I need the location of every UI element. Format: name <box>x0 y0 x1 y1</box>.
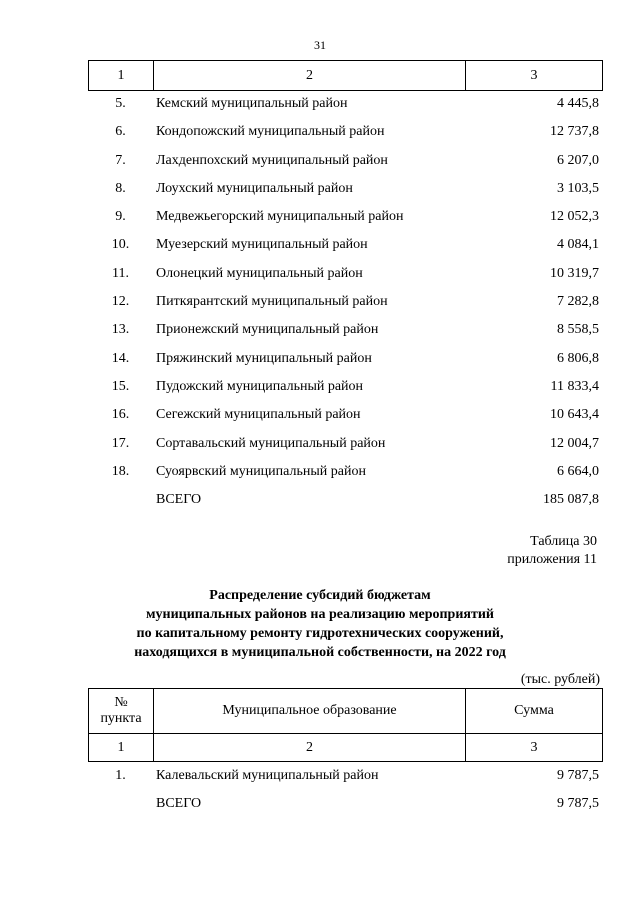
total-row <box>88 486 602 514</box>
table2-colnum-2: 2 <box>154 734 466 762</box>
row-number: 9. <box>115 209 126 225</box>
page-number: 31 <box>314 38 326 52</box>
table-row <box>88 345 602 373</box>
row-number: 10. <box>111 237 130 253</box>
municipality-name: Питкярантский муниципальный район <box>156 294 388 310</box>
municipality-name: Суоярвский муниципальный район <box>156 463 366 479</box>
table-row <box>88 401 602 429</box>
subsidy-amount: 6 207,0 <box>557 152 599 168</box>
municipality-name: Олонецкий муниципальный район <box>156 265 363 281</box>
table-row <box>88 430 602 458</box>
units-label: (тыс. рублей) <box>520 672 600 687</box>
table-row <box>88 316 602 344</box>
table-row <box>88 147 602 175</box>
total-label: ВСЕГО <box>156 796 202 812</box>
table-caption <box>507 533 597 569</box>
table-row <box>88 458 602 486</box>
row-number: 7. <box>115 152 126 168</box>
table2-colnum-3: 3 <box>466 734 603 762</box>
municipality-name: Сортавальский муниципальный район <box>156 435 386 451</box>
table2-body <box>88 762 602 819</box>
subsidy-amount: 11 833,4 <box>550 378 599 394</box>
table2-header-municipality: Муниципальное образование <box>154 689 466 734</box>
table2-title-line: по капитальному ремонту гидротехнических сооружений, <box>136 626 504 641</box>
subsidy-amount: 6 806,8 <box>557 350 599 366</box>
table-row <box>88 231 602 259</box>
municipality-name: Пряжинский муниципальный район <box>156 350 372 366</box>
subsidy-amount: 3 103,5 <box>557 180 599 196</box>
subsidy-amount: 12 004,7 <box>550 435 599 451</box>
row-number: 14. <box>111 350 130 366</box>
subsidy-amount: 6 664,0 <box>557 463 599 479</box>
table1-header-col2: 2 <box>154 61 466 91</box>
municipality-name: Лахденпохский муниципальный район <box>156 152 388 168</box>
row-number: 16. <box>111 407 130 423</box>
table2-colnum-1: 1 <box>89 734 154 762</box>
table-row <box>88 260 602 288</box>
municipality-name: Кемский муниципальный район <box>156 96 348 111</box>
table1-body <box>88 90 602 514</box>
table2-title-line: муниципальных районов на реализацию мероприятий <box>146 607 494 622</box>
table2-title <box>60 586 580 662</box>
total-amount: 9 787,5 <box>557 796 599 812</box>
municipality-name: Прионежский муниципальный район <box>156 322 379 338</box>
table1-header-col1: 1 <box>89 61 154 91</box>
table2-title-line: находящихся в муниципальной собственности, на 2022 год <box>134 645 506 660</box>
subsidy-amount: 12 052,3 <box>550 209 599 225</box>
table-row <box>88 203 602 231</box>
table2-header-number-sign: № <box>114 695 128 710</box>
table-row <box>88 288 602 316</box>
subsidy-amount: 7 282,8 <box>557 294 599 310</box>
subsidy-amount: 4 445,8 <box>557 96 599 111</box>
table-row <box>88 175 602 203</box>
table1-header-col3: 3 <box>466 61 603 91</box>
table2-header-number-label: пункта <box>100 711 142 726</box>
row-number: 1. <box>115 768 126 783</box>
municipality-name: Муезерский муниципальный район <box>156 237 368 253</box>
table-caption-appendix: приложения 11 <box>507 552 597 567</box>
row-number: 5. <box>115 96 126 111</box>
table2-header-number <box>89 689 154 734</box>
municipality-name: Медвежьегорский муниципальный район <box>156 209 404 225</box>
row-number: 15. <box>111 378 130 394</box>
row-number: 13. <box>111 322 130 338</box>
subsidy-amount: 12 737,8 <box>550 124 599 140</box>
table2-header-amount: Сумма <box>466 689 603 734</box>
row-number: 12. <box>111 294 130 310</box>
row-number: 18. <box>111 463 130 479</box>
subsidy-amount: 8 558,5 <box>557 322 599 338</box>
total-row <box>88 790 602 818</box>
municipality-name: Кондопожский муниципальный район <box>156 124 385 140</box>
table-row <box>88 373 602 401</box>
table-caption-number: Таблица 30 <box>530 534 597 549</box>
municipality-name: Лоухский муниципальный район <box>156 180 353 196</box>
row-number: 8. <box>115 180 126 196</box>
subsidy-amount: 10 643,4 <box>550 407 599 423</box>
table1-header <box>88 60 603 91</box>
total-label: ВСЕГО <box>156 492 202 508</box>
subsidy-amount: 4 084,1 <box>557 237 599 253</box>
table-row <box>88 762 602 790</box>
municipality-name: Калевальский муниципальный район <box>156 768 379 783</box>
table-row <box>88 118 602 146</box>
municipality-name: Сегежский муниципальный район <box>156 407 361 423</box>
table2-header <box>88 688 603 762</box>
subsidy-amount: 9 787,5 <box>557 768 599 783</box>
row-number: 17. <box>111 435 130 451</box>
total-amount: 185 087,8 <box>543 492 599 508</box>
table2-title-line: Распределение субсидий бюджетам <box>209 588 431 603</box>
row-number: 6. <box>115 124 126 140</box>
row-number: 11. <box>112 265 129 281</box>
subsidy-amount: 10 319,7 <box>550 265 599 281</box>
table-row <box>88 90 602 118</box>
municipality-name: Пудожский муниципальный район <box>156 378 364 394</box>
